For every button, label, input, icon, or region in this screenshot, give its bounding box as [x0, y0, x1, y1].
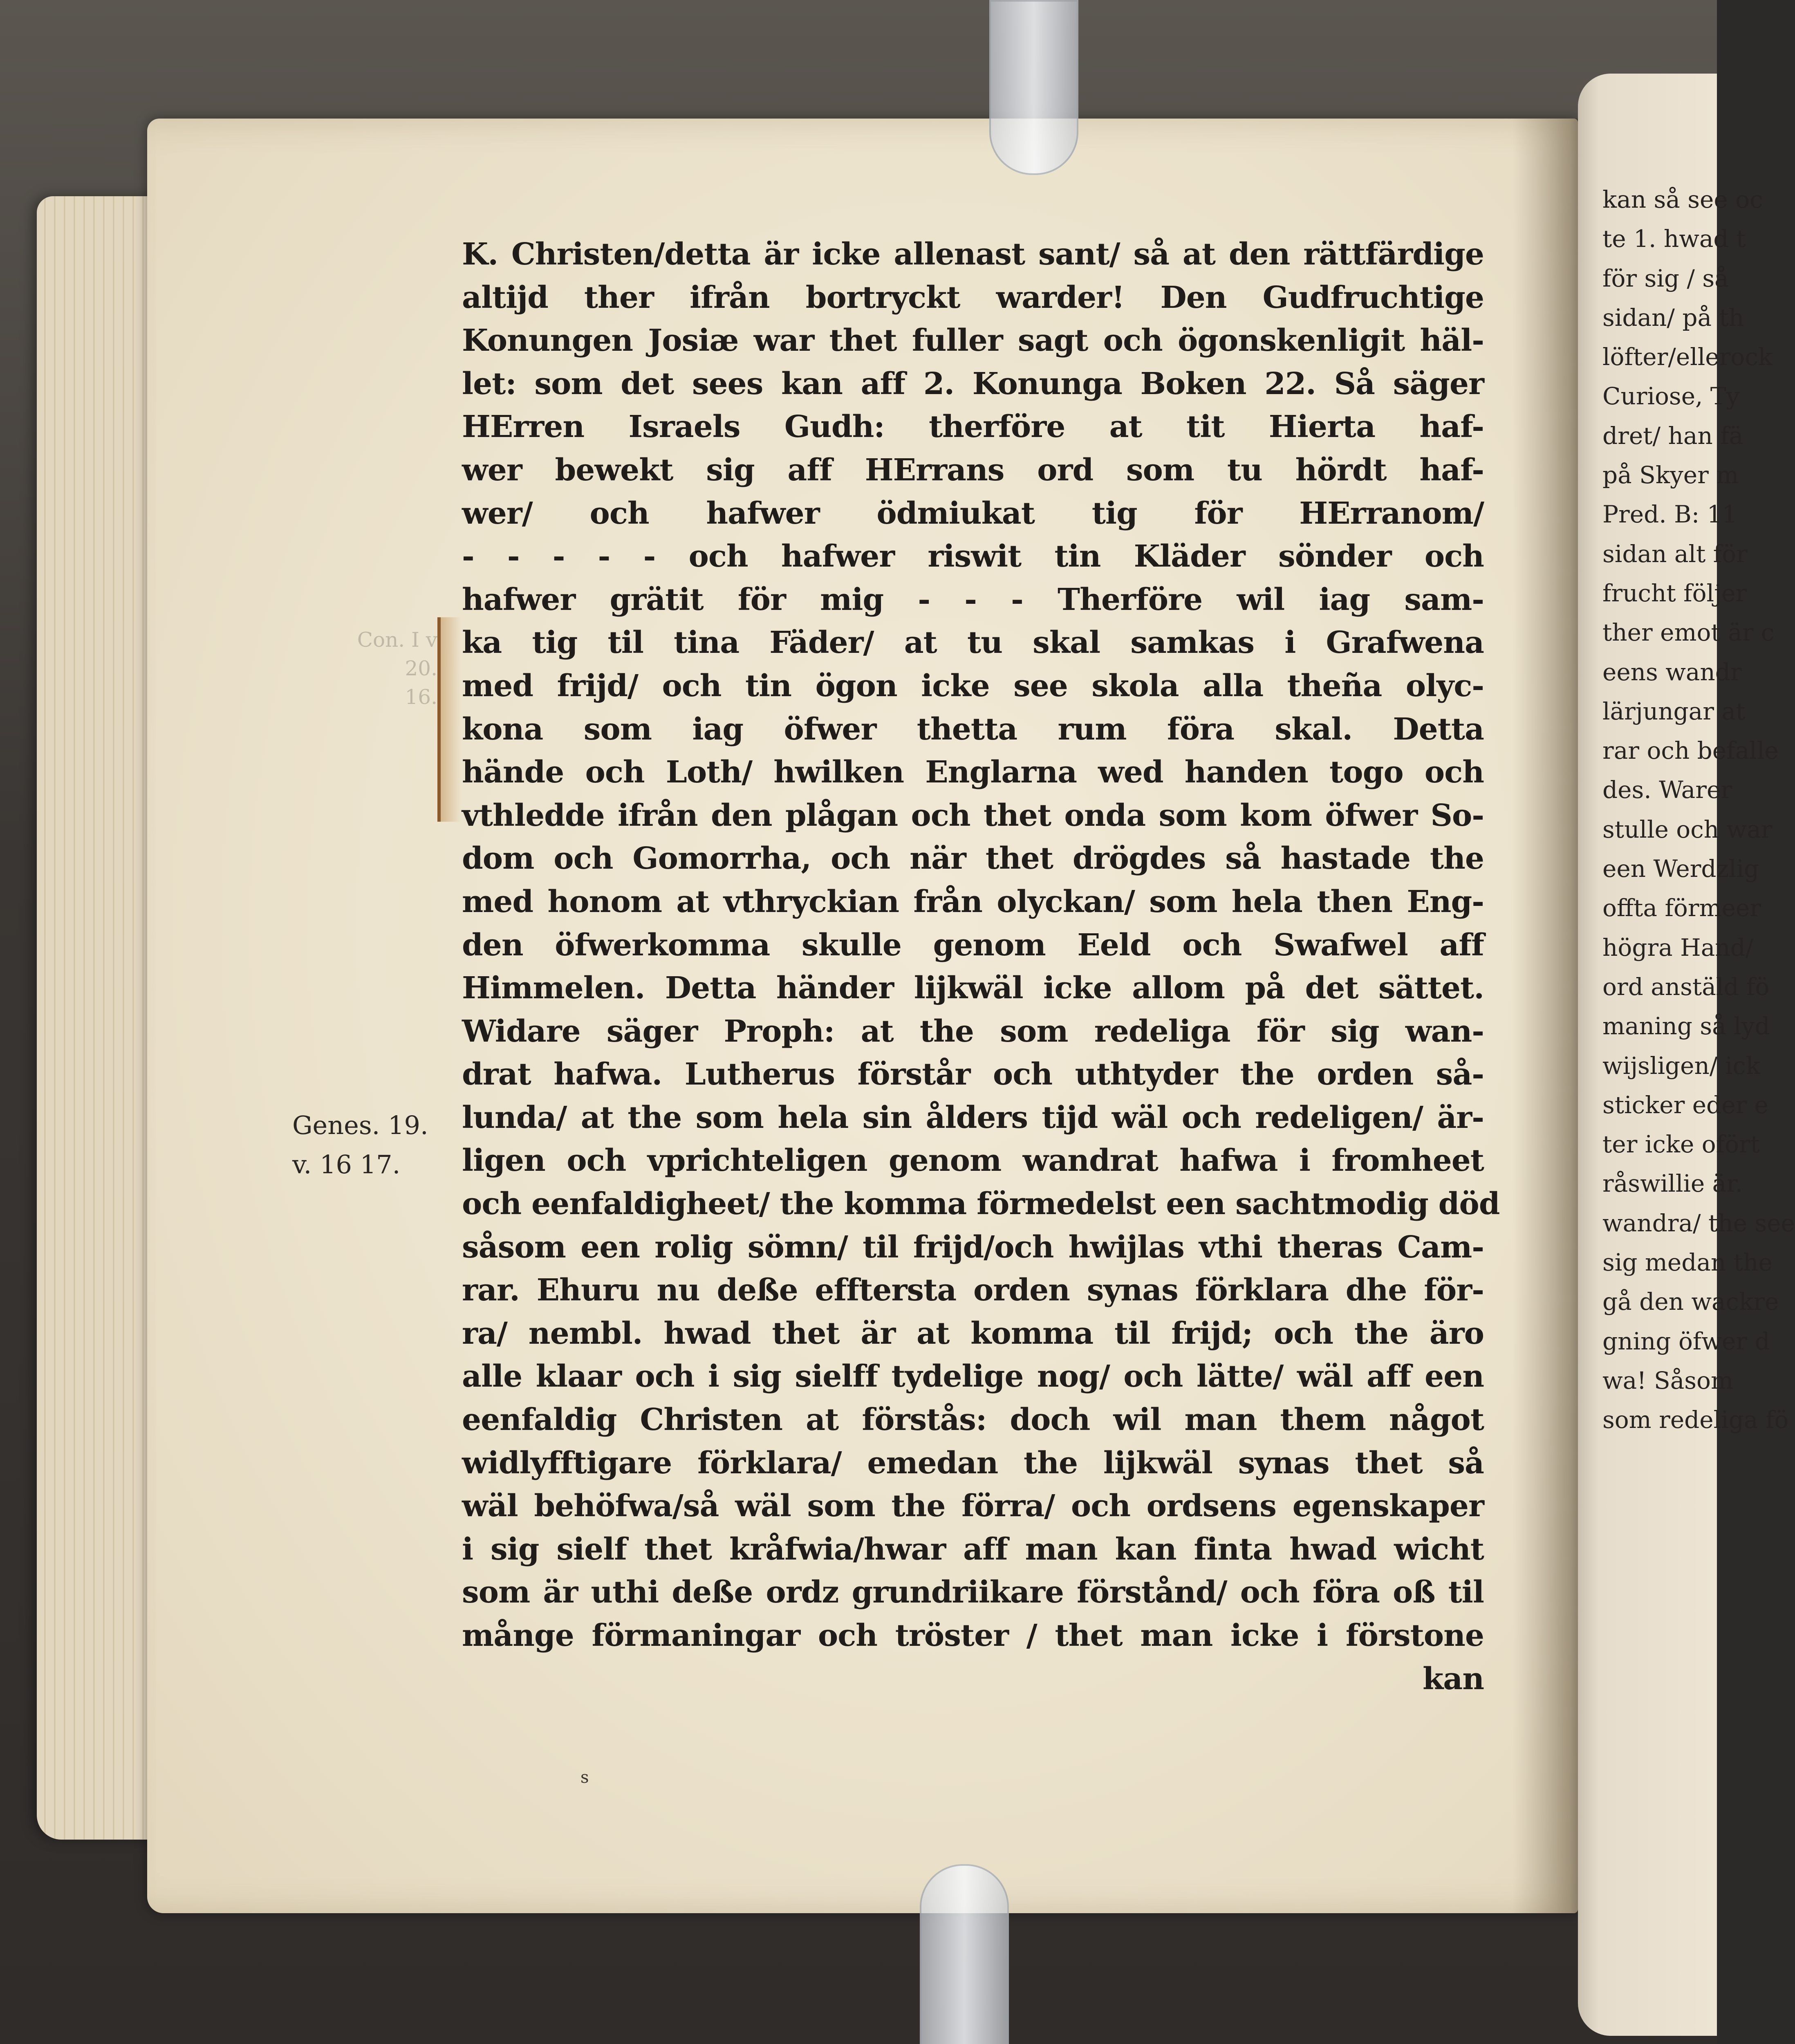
right-line: dret/ han fä [1602, 421, 1743, 450]
right-line: wandra/ the see [1602, 1209, 1795, 1237]
right-line: på Skyer m [1602, 461, 1739, 489]
text-line: ra/ nembl. hwad thet är at komma til frijd; och the äro [462, 1316, 1484, 1351]
text-line: ligen och vprichteligen genom wandrat hafwa i fromheet [462, 1143, 1484, 1179]
right-line: som redeliga fö [1602, 1406, 1789, 1434]
text-line: HErren Israels Gudh: therföre at tit Hierta haf- [462, 409, 1484, 445]
text-line: wer/ och hafwer ödmiukat tig för HErranom/ [462, 495, 1484, 531]
text-line: kona som iag öfwer thetta rum föra skal. Detta [462, 711, 1484, 747]
text-line: altijd ther ifrån bortryckt warder! Den Gudfruchtige [462, 280, 1484, 315]
page-clip-bottom [920, 1864, 1009, 2044]
right-line: eens wandr [1602, 658, 1742, 686]
right-page-text [1602, 180, 1795, 1440]
right-line: wijsligen/ ick [1602, 1051, 1761, 1080]
text-line: hafwer grätit för mig - - - Therföre wil iag sam- [462, 582, 1484, 617]
right-line: rar och befalle [1602, 737, 1779, 765]
right-line: een Werdzlig [1602, 855, 1759, 883]
right-line: gning öfwer d [1602, 1327, 1770, 1355]
right-line: wa! Såsom [1602, 1366, 1733, 1394]
right-line: löfter/ellerock [1602, 343, 1773, 371]
ghost-line: 20. [405, 657, 437, 680]
main-text-block [462, 233, 1500, 1701]
ghost-line: Con. I v [357, 628, 437, 652]
show-through-text [323, 625, 437, 711]
right-line: för sig / så [1602, 264, 1729, 292]
right-line: frucht följer [1602, 579, 1747, 607]
text-line: wer bewekt sig aff HErrans ord som tu hördt haf- [462, 452, 1484, 488]
text-line: med honom at vthryckian från olyckan/ som hela then Eng- [462, 884, 1484, 919]
text-line: med frijd/ och tin ögon icke see skola alla theña olyc- [462, 668, 1484, 704]
page-clip-top [989, 0, 1078, 175]
right-line: gå den wackre [1602, 1288, 1779, 1316]
right-line: des. Warer [1602, 776, 1732, 804]
text-line: den öfwerkomma skulle genom Eeld och Swafwel aff [462, 927, 1484, 963]
text-line: såsom een rolig sömn/ til frijd/och hwijlas vthi theras Cam- [462, 1229, 1484, 1265]
catchword: kan [1422, 1661, 1484, 1697]
text-line: K. Christen/detta är icke allenast sant/ så at den rättfärdige [462, 237, 1484, 272]
text-line: Himmelen. Detta händer lijkwäl icke allom på det sättet. [462, 970, 1484, 1006]
right-line: råswillie är. [1602, 1170, 1743, 1198]
right-line: högra Hand/ [1602, 933, 1754, 961]
margin-note-line: v. 16 17. [292, 1150, 401, 1179]
right-line: ord anstäld fö [1602, 973, 1770, 1001]
right-line: maning så lyd [1602, 1012, 1770, 1040]
text-line: rar. Ehuru nu deße efftersta orden synas förklara dhe för- [462, 1273, 1484, 1308]
text-line: eenfaldig Christen at förstås: doch wil man them något [462, 1402, 1484, 1438]
right-line: Curiose, Ty [1602, 382, 1740, 410]
right-line: sig medan the [1602, 1248, 1773, 1277]
right-line: stulle och war [1602, 815, 1773, 843]
text-line: månge förmaningar och tröster / thet man icke i förstone [462, 1618, 1484, 1653]
text-line: wäl behöfwa/så wäl som the förra/ och ordsens egenskaper [462, 1488, 1484, 1524]
text-line: drat hafwa. Lutherus förstår och uthtyder the orden så- [462, 1057, 1484, 1092]
text-line: dom och Gomorrha, och när thet drögdes så hastade the [462, 841, 1484, 876]
text-line: widlyfftigare förklara/ emedan the lijkwäl synas thet så [462, 1445, 1484, 1481]
right-line: Pred. B: 11 [1602, 500, 1737, 529]
text-line: Widare säger Proph: at the som redeliga för sig wan- [462, 1013, 1484, 1049]
right-line: te 1. hwad t [1602, 225, 1746, 253]
ghost-line: 16. [405, 685, 437, 709]
right-line: kan så see oc [1602, 186, 1763, 213]
signature-mark: s [580, 1768, 589, 1787]
text-line: i sig sielf thet kråfwia/hwar aff man kan finta hwad wicht [462, 1531, 1484, 1567]
text-line: let: som det sees kan aff 2. Konunga Boken 22. Så säger [462, 366, 1484, 401]
text-line: ka tig til tina Fäder/ at tu skal samkas i Grafwena [462, 625, 1484, 661]
text-line: lunda/ at the som hela sin ålders tijd wäl och redeligen/ är- [462, 1100, 1484, 1135]
text-line: hände och Loth/ hwilken Englarna wed handen togo och [462, 755, 1484, 790]
text-line: alle klaar och i sig sielff tydelige nog/ och lätte/ wäl aff een [462, 1359, 1484, 1394]
right-page [1578, 74, 1795, 2036]
text-line: Konungen Josiæ war thet fuller sagt och ögonskenligit häl- [462, 323, 1484, 359]
right-line: lärjungar at [1602, 697, 1746, 725]
text-line: och eenfaldigheet/ the komma förmedelst een sachtmodig död [462, 1186, 1500, 1222]
right-line: offta förmeer [1602, 894, 1761, 922]
margin-note-line: Genes. 19. [292, 1110, 428, 1140]
margin-reference [292, 1106, 464, 1184]
right-line: ther emot är c [1602, 619, 1775, 647]
text-line: - - - - - och hafwer riswit tin Kläder sönder och [462, 539, 1484, 574]
text-line: som är uthi deße ordz grundriikare förstånd/ och föra oß til [462, 1575, 1484, 1610]
right-line: ter icke ofört [1602, 1130, 1760, 1159]
right-line: sidan/ på th [1602, 303, 1744, 332]
right-line: sticker eder e [1602, 1091, 1768, 1119]
margin-bracket [437, 617, 461, 822]
text-line: vthledde ifrån den plågan och thet onda som kom öfwer So- [462, 798, 1484, 833]
right-line: sidan alt för [1602, 540, 1748, 568]
